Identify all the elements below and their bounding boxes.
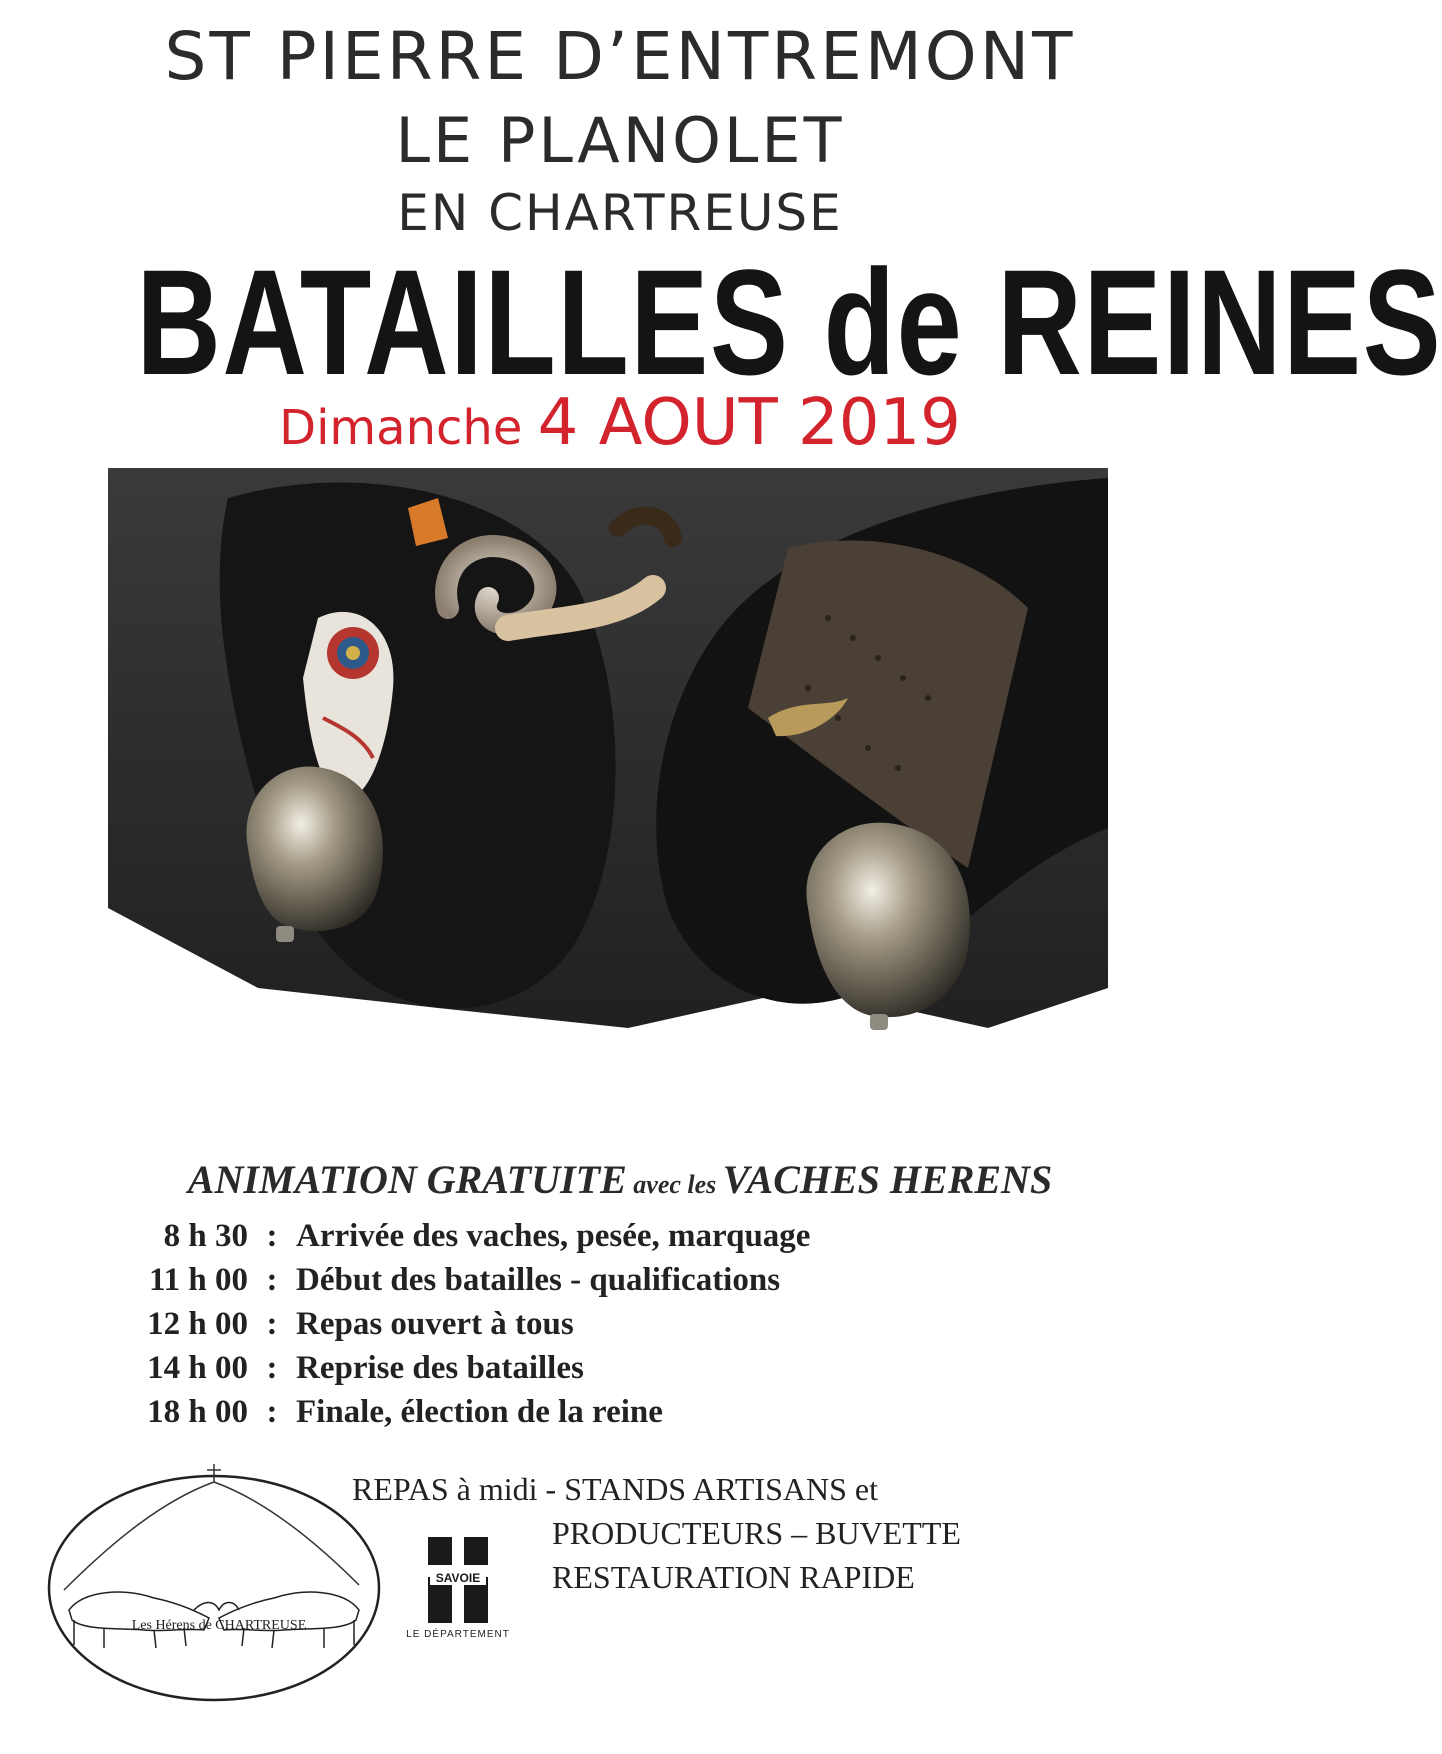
info-line-2: PRODUCTEURS – BUVETTE	[552, 1515, 961, 1551]
savoie-cross-icon	[428, 1537, 488, 1623]
herens-logo-drawing	[44, 1460, 384, 1705]
schedule-text: Arrivée des vaches, pesée, marquage	[296, 1218, 811, 1254]
schedule-row	[100, 1390, 1100, 1434]
animation-cows: VACHES HERENS	[722, 1157, 1053, 1202]
savoie-logo	[404, 1537, 512, 1640]
date-weekday: Dimanche	[279, 400, 538, 456]
savoie-department-label: LE DÉPARTEMENT	[406, 1629, 510, 1640]
schedule-separator: :	[266, 1350, 278, 1386]
info-line-1: REPAS à midi - STANDS ARTISANS et	[352, 1471, 878, 1507]
schedule-row	[100, 1258, 1100, 1302]
venue-line-2: LE PLANOLET	[395, 104, 845, 177]
schedule	[100, 1214, 1100, 1434]
schedule-row	[100, 1214, 1100, 1258]
schedule-time: 12 h 00	[147, 1306, 248, 1342]
schedule-text: Début des batailles - qualifications	[296, 1262, 781, 1298]
animation-free: ANIMATION GRATUITE	[187, 1157, 627, 1202]
schedule-separator: :	[266, 1262, 278, 1298]
schedule-time: 11 h 00	[148, 1262, 248, 1298]
herens-logo	[44, 1460, 384, 1705]
schedule-separator: :	[266, 1306, 278, 1342]
schedule-separator: :	[266, 1218, 278, 1254]
date-day: 4 AOUT 2019	[537, 386, 961, 460]
schedule-time: 14 h 00	[147, 1350, 248, 1386]
venue-line-1: ST PIERRE D’ENTREMONT	[164, 18, 1076, 95]
schedule-separator: :	[266, 1394, 278, 1430]
schedule-text: Repas ouvert à tous	[296, 1306, 574, 1342]
event-title: BATAILLES de REINES	[136, 238, 1442, 406]
schedule-text: Finale, élection de la reine	[296, 1394, 663, 1430]
animation-with: avec les	[626, 1170, 723, 1199]
cow-fight-photo	[108, 468, 1108, 1168]
event-date	[0, 386, 1240, 460]
schedule-row	[100, 1302, 1100, 1346]
schedule-row	[100, 1346, 1100, 1390]
schedule-text: Reprise des batailles	[296, 1350, 584, 1386]
info-line-3: RESTAURATION RAPIDE	[552, 1559, 915, 1595]
venue-line-3: EN CHARTREUSE	[397, 184, 843, 242]
schedule-time: 8 h 30	[163, 1218, 248, 1254]
herens-logo-caption: Les Hérens de CHARTREUSE	[131, 1618, 307, 1633]
savoie-name: SAVOIE	[435, 1571, 481, 1585]
animation-line	[0, 1156, 1240, 1203]
schedule-time: 18 h 00	[147, 1394, 248, 1430]
